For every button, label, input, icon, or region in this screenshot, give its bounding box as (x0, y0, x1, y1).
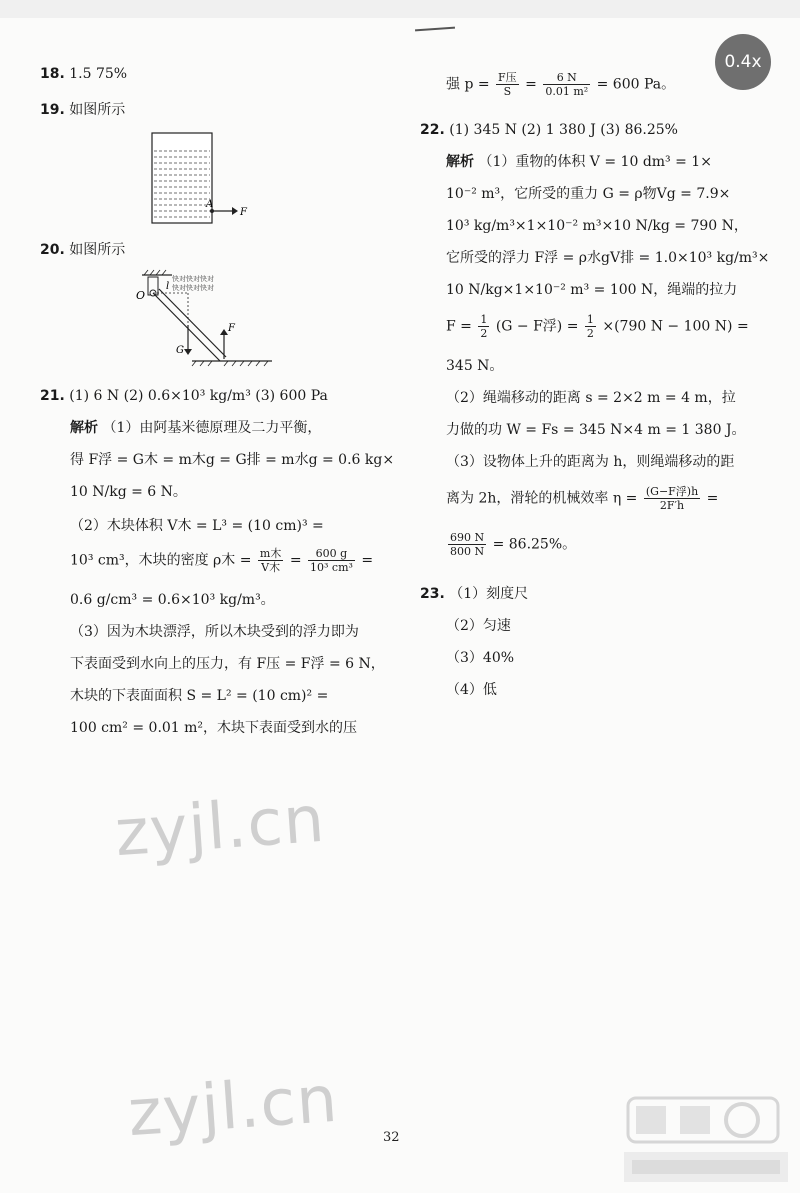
frac-den: 2 (586, 327, 594, 341)
q19 (40, 101, 125, 120)
q21-answer: (1) 6 N (2) 0.6×10³ kg/m³ (3) 600 Pa (69, 388, 328, 404)
right-top-line: 强 p = $\frac{\text{F压}}{S}$ = $\frac{6 N}{\text{0.01 m²}}$ = 600 Pa。 (446, 71, 676, 99)
q20-label-o: O (136, 289, 146, 302)
q20 (40, 241, 125, 260)
frac-num: 1 (586, 313, 594, 326)
q22-l6-prefix: F = (446, 318, 472, 335)
watermark-1: zyjl.cn (112, 782, 328, 872)
q22-l1: （1）重物的体积 V = 10 dm³ = 1× (478, 154, 712, 170)
q18 (40, 65, 127, 84)
q22-l9: 力做的功 W = Fs = 345 N×4 m = 1 380 J。 (446, 422, 746, 438)
frac-num: 600 g (308, 547, 355, 561)
q20-number: 20. (40, 242, 65, 258)
q22-l2: 10⁻² m³，它所受的重力 G = ρ物Vg = 7.9× (446, 186, 731, 202)
frac-num: 1 (480, 313, 488, 326)
frac-den: 0.01 m² (545, 85, 589, 99)
frac-den: 2 (480, 327, 488, 341)
q23-a1: （1）刻度尺 (449, 586, 529, 602)
q20-label-fn: F (228, 323, 235, 334)
frac-num: 6 N (543, 71, 590, 85)
q22-answer-line (420, 121, 678, 140)
q21-density-value-fraction (308, 547, 355, 574)
page-number: 32 (383, 1130, 400, 1145)
efficiency-value-fraction (448, 531, 486, 558)
q22-l3: 10³ kg/m³×1×10⁻² m³×10 N/kg = 790 N， (446, 218, 748, 234)
q22-l11-prefix: 离为 2h，滑轮的机械效率 η = (446, 490, 638, 507)
pressure-suffix: = 600 Pa。 (596, 76, 676, 93)
q21-density-fraction (258, 547, 283, 574)
q22-l12-end: = 86.25%。 (492, 536, 577, 553)
q19-number: 19. (40, 102, 65, 118)
zoom-label: 0.4x (724, 52, 762, 72)
frac-den: V木 (261, 561, 281, 575)
q21-l1: （1）由阿基米德原理及二力平衡， (102, 420, 322, 436)
q22-number: 22. (420, 122, 445, 138)
corner-logo (618, 1090, 794, 1190)
q18-number: 18. (40, 66, 65, 82)
q21-l6: 0.6 g/cm³ = 0.6×10³ kg/m³。 (70, 592, 275, 608)
q22-line-1 (446, 153, 712, 172)
q19-label-a: A (206, 199, 214, 210)
q22-l6-mid: (G − F浮) = (495, 318, 579, 335)
watermark-2: zyjl.cn (125, 1062, 341, 1152)
q18-answer: 1.5 75% (69, 66, 128, 82)
q22-answer: (1) 345 N (2) 1 380 J (3) 86.25% (449, 122, 678, 138)
q22-line-6 (446, 313, 749, 340)
q20-note-1: 快对快对快对 (172, 275, 214, 283)
pressure-value-fraction (543, 71, 590, 98)
zoom-badge[interactable] (715, 34, 771, 90)
frac-den: 10³ cm³ (310, 561, 353, 575)
frac-num: F压 (498, 71, 517, 84)
q22-l7: 345 N。 (446, 358, 504, 374)
top-bar (0, 0, 800, 18)
q23-a3: （3）40% (446, 650, 515, 666)
q19-figure (140, 129, 300, 229)
q21-line-5: 10³ cm³，木块的密度 ρ木 = $\frac{\text{m木}}{\text{V木}}$ = $\frac{600 g}{\text{10³ cm³}}$ = (70, 547, 374, 575)
q22-analysis-tag: 解析 (446, 154, 474, 170)
q21-l8: 下表面受到水向上的压力，有 F压 = F浮 = 6 N， (70, 656, 385, 672)
q21-l3: 10 N/kg = 6 N。 (70, 484, 187, 500)
pressure-prefix: 强 p = (446, 76, 490, 93)
q20-note-2: 快对快对快对 (172, 284, 214, 292)
frac-num: 690 N (450, 531, 485, 544)
q22-line-11 (446, 485, 718, 512)
q21-l7: （3）因为木块漂浮，所以木块受到的浮力即为 (70, 624, 359, 640)
q21-l2: 得 F浮 = G木 = m木g = G排 = m水g = 0.6 kg× (70, 452, 395, 468)
frac-den: 800 N (450, 545, 485, 559)
q21-l10: 100 cm² = 0.01 m²，木块下表面受到水的压 (70, 720, 358, 736)
q20-label-g: G (176, 345, 184, 356)
q22-l4: 它所受的浮力 F浮 = ρ水gV排 = 1.0×10³ kg/m³× (446, 250, 770, 266)
q21-l4: （2）木块体积 V木 = L³ = (10 cm)³ = (70, 518, 324, 534)
q23-line-1 (420, 585, 528, 604)
q21-l5a: 10³ cm³，木块的密度 ρ木 = (70, 552, 252, 569)
frac-num: m木 (259, 547, 282, 560)
q20-label-l: l (166, 281, 170, 292)
q19-label-f: F (240, 207, 247, 218)
q22-line-12 (446, 531, 576, 558)
q21-number: 21. (40, 388, 65, 404)
q21-l9: 木块的下表面面积 S = L² = (10 cm)² = (70, 688, 329, 704)
q23-a2: （2）匀速 (446, 618, 511, 634)
frac-den: S (503, 85, 512, 99)
q21-answer-line (40, 387, 328, 406)
top-mark (415, 27, 455, 32)
q22-l6-end: ×(790 N − 100 N) = (602, 318, 749, 335)
q23-number: 23. (420, 586, 445, 602)
q22-l10: （3）设物体上升的距离为 h，则绳端移动的距 (446, 454, 735, 470)
frac-num: (G−F浮)h (645, 485, 699, 498)
half-fraction (478, 313, 489, 340)
q20-text: 如图所示 (69, 242, 126, 258)
q19-text: 如图所示 (69, 102, 126, 118)
q21-analysis-tag: 解析 (70, 420, 98, 436)
half-fraction-2 (585, 313, 596, 340)
q22-l5: 10 N/kg×1×10⁻² m³ = 100 N，绳端的拉力 (446, 282, 738, 298)
frac-den: 2F′h (659, 499, 685, 513)
q21-line-1 (70, 419, 321, 438)
efficiency-fraction (644, 485, 700, 512)
q22-l11-end: = (706, 490, 719, 507)
q22-l8: （2）绳端移动的距离 s = 2×2 m = 4 m，拉 (446, 390, 736, 406)
pressure-fraction (496, 71, 519, 98)
q23-a4: （4）低 (446, 682, 497, 698)
q20-figure (132, 269, 302, 369)
